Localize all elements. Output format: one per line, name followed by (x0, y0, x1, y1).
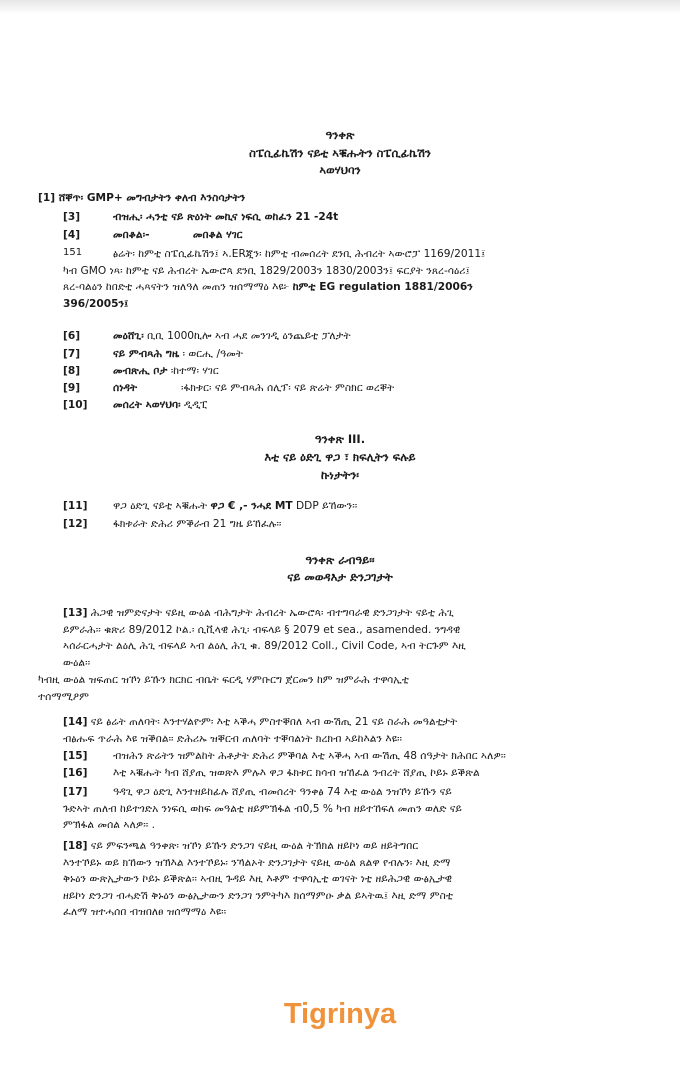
item-7 (63, 348, 243, 361)
item-9 (63, 382, 394, 395)
quality-line-3 (63, 279, 485, 296)
article-heading: ዓንቀጽ (325, 128, 355, 142)
item-1-number: [1] (38, 192, 56, 204)
clause-18-line-4: ዘይኮነ ድንጋገ ብሓድሽ ቅኑዕን ውፅኢታውን ድንጋገ ንምትካእ ክሰማምዑ ቃል ይኣትዉ፤ እዚ ድማ ምስቲ (63, 889, 453, 902)
quality-line-3-text: ጸረ-ባልዕን ከበድቲ ሓጻናትን ዝለዓለ መጠን ዝሰማማዕ እዩ፦ (63, 281, 293, 293)
item-6-value: ቢቢ 1000ኪሎ ኣብ ሓደ መንገዲ ዕንጨይቲ ፓለታት (143, 330, 351, 342)
clause-18-line-3: ቅኑዕን ውጽኢታውን ኮይኑ ይቕጽል፡፡ ኣብዚ ጉዳይ እዚ እቶም ተዋሳኢቲ ወገናት ነቲ ዘይሕጋዊ ውፅኢታዊ (63, 873, 453, 885)
clause-18 (63, 838, 453, 921)
item-9-label: ሰነዳት (113, 382, 138, 394)
item-8-number: [8] (63, 365, 81, 377)
item-3-text: ብዝሒ፡ ሓንቲ ናይ ጽዕነት መኪና ነፍሲ ወከፈን 21 -24t (113, 211, 339, 223)
item-3 (63, 211, 338, 224)
article-3-subheading: እቲ ናይ ዕድጊ ዋጋ ፣ ክፍሊትን ፍሉይ (264, 450, 416, 464)
item-8-label: መብጽሒ ቦታ (113, 365, 168, 377)
clause-18-line-5: ፈለማ ዝተሓሰበ ብዝበለፀ ዝሰማማዕ እዩ፡፡ (63, 906, 227, 918)
language-label: Tigrinya (283, 998, 397, 1030)
item-10-number: [10] (63, 399, 88, 411)
clause-18-line-1 (63, 838, 453, 855)
item-4-label: መበቆል፡- (113, 229, 150, 241)
clause-16-text: እቲ ኣቑሑት ካብ ሸያጢ ዝወጽእ ምሉእ ዋጋ ፋክቱር ክሳብ ዝኸፈል ንብረት ሸያጢ ኮይኑ ይቕጽል (113, 767, 480, 779)
item-10-value: ዲዲፒ (180, 399, 208, 411)
quality-line-2: ካብ GMO ነጻ፡ ከምቲ ናይ ሕብረት ኤውሮጳ ደንቢ 1829/2003ን 1830/2003ን፤ ፍርያት ንጸረ-ሳዕሪ፤ (63, 264, 470, 277)
item-11 (63, 500, 357, 513)
top-shadow (0, 0, 680, 14)
clause-13-line-1 (63, 605, 466, 622)
clause-13b-line-2: ተሰማሚዖም (38, 690, 90, 703)
clause-15-number: [15] (63, 750, 88, 762)
item-1-text: ሸቐጥ፡ GMP+ መግብታትን ቀለብ እንስሳታትን (55, 192, 246, 204)
clause-14-line-1 (63, 714, 457, 731)
article-4-heading: ዓንቀጽ ራብዓይ፡፡ (305, 553, 375, 567)
clause-13-line-2: ይምራሕ፡፡ ቁጽሪ 89/2012 ኮል.፡ ሲቪላዊ ሕጊ፡ ብፍላይ § 2079 et sea., asamended. ንግዳዊ (63, 623, 461, 636)
item-6-number: [6] (63, 330, 81, 342)
clause-18-line-2: እንተኾይኑ ወይ ክኸውን ዝኽእል እንተኾይኑ፡ ንኻልኦት ድንጋገታት ናይዚ ውዕል ጸልዋ የብሉን፡ እዚ ድማ (63, 856, 451, 869)
item-7-value: ፡ ወርሒ /ዓመት (179, 348, 244, 360)
article-4-subheading: ናይ መወዳእታ ድንጋገታት (287, 570, 393, 584)
clause-17-line-1-text: ዓዳጊ ዋጋ ዕድጊ እንተዘይከፊሉ ሸያጢ ብመሰረት ዓንቀፅ 74 እቲ ውዕል ንዝኾነ ይኹን ናይ (113, 786, 452, 798)
clause-13-line-3: ኣሰራርሓታት ልዕሊ ሕጊ ብፍላይ ኣብ ልዕሊ ሕጊ ቁ. 89/2012 Coll., Civil Code, ኣብ ትርጉም እዚ (63, 640, 466, 652)
item-11-text: ዋጋ ዕድጊ ናይቲ ኣቑሑት (113, 500, 211, 512)
clause-17 (63, 784, 462, 834)
item-4-number: [4] (63, 229, 81, 241)
item-6-label: መዕሸጊ፡ (113, 330, 144, 342)
item-10-label: መሰረት ኣወሃህባ፡ (113, 399, 181, 411)
item-3-number: [3] (63, 211, 81, 223)
clause-13 (63, 605, 466, 671)
clause-18-line-1-text: ናይ ምፍንጫል ዓንቀጽ፡ ዝኾነ ይኹን ድንጋገ ናይዚ ውዕል ትኽክል ዘይኮነ ወይ ዘይትግበር (87, 840, 419, 852)
item-9-value: ፡ፋክቱር፡ ናይ ምብጻሕ ሰሊፕ፡ ናይ ጽሬት ምስክር ወረቐት (137, 382, 395, 394)
item-4-value: መበቆል ሃገር (192, 229, 243, 241)
clause-16-number: [16] (63, 767, 88, 779)
clause-18-number: [18] (63, 840, 88, 852)
item-4 (63, 229, 243, 242)
clause-14-line-1-text: ናይ ፅሬት ጠለባት፡ እንተሃልዮም፡ እቲ ኣቕሓ ምስተቐበለ ኣብ ውሽጢ 21 ናይ ስራሕ መዓልቲታት (87, 716, 458, 728)
item-12 (63, 518, 281, 531)
clause-17-line-2: ጉድኣት ጠለብ ከይተጎድአ ንነፍሲ ወከፍ መዓልቲ ዘይምኽፋል ብ0,5 % ካብ ዘይተኸፍለ መጠን ወለድ ናይ (63, 802, 462, 815)
item-7-label: ናይ ምብጻሕ ግዜ (113, 348, 180, 360)
clause-17-number: [17] (63, 786, 88, 798)
clause-14 (63, 714, 457, 747)
item-11-number: [11] (63, 500, 88, 512)
clause-17-line-3: ምኽፋል መሰል ኣለዎ፡፡ . (63, 819, 156, 831)
item-12-text: ፋክቱራት ድሕሪ ምቕራብ 21 ግዜ ይኸፈሉ፡፡ (113, 518, 282, 530)
item-7-number: [7] (63, 348, 81, 360)
clause-15 (63, 750, 506, 763)
article-3-subheading-2: ኩነታትን፡ (321, 468, 359, 482)
quality-line-4: 396/2005ን፤ (63, 297, 129, 310)
item-10 (63, 399, 207, 412)
clause-13-jurisdiction (38, 672, 409, 705)
item-8-value: ፡ከተማ፡ ሃገር (167, 365, 219, 377)
clause-17-line-1 (63, 784, 462, 801)
item-6 (63, 330, 351, 343)
clause-14-number: [14] (63, 716, 88, 728)
item-11-terms: DDP ይኸውን፡፡ (292, 500, 358, 512)
quality-line-1: ፅሬት፡ ከምቲ ስፔሲፊኬሽን፤ ኣ.ERጂን፡ ከምቲ ብመሰረት ደንቢ ሕብረት ኣውሮፓ 1169/2011፤ (113, 248, 486, 260)
quality-line-3-bold: ከምቲ EG regulation 1881/2006ን (292, 281, 473, 293)
article-subheading: ስፔሲፊኬሽን ናይቲ ኣቑሑትን ስፔሲፊኬሽን (249, 146, 431, 160)
item-12-number: [12] (63, 518, 88, 530)
clause-13-number: [13] (63, 607, 88, 619)
clause-16 (63, 767, 480, 780)
item-1 (38, 192, 245, 205)
article-subheading-2: ኣወሃህባን (319, 163, 361, 177)
page-number: 151 (63, 247, 83, 258)
item-8 (63, 365, 219, 378)
article-3-heading: ዓንቀጽ III. (314, 432, 366, 446)
clause-13-line-1-text: ሕጋዊ ዝምድናታት ናይዚ ውዕል ብሕግታት ሕብረት ኤውሮጳ፡ ብተግባራዊ ድንጋገታት ናይቲ ሕጊ (87, 607, 454, 619)
clause-15-text: ብዝሕን ጽሬትን ዝምልከት ሕቶታት ድሕሪ ምቕባል እቲ ኣቕሓ ኣብ ውሽጢ 48 ሰዓታት ክሕበር ኣለዎ፡፡ (113, 750, 506, 762)
quality-paragraph (63, 246, 485, 312)
clause-13-line-4: ውዕል፡፡ (63, 656, 91, 669)
item-11-price: ዋጋ € ,- ንሓደ MT (210, 500, 293, 512)
clause-14-line-2: ብፅሑፍ ጥራሕ እዩ ዝቕበል፡፡ ድሕሪኡ ዝቐርብ ጠለባት ተቐባልነት ክረክብ ኣይከእልን እዩ፡፡ (63, 732, 402, 745)
item-9-number: [9] (63, 382, 81, 394)
clause-13b-line-1: ካብዚ ውዕል ዝፍጠር ዝኾነ ይኹን ክርክር ብቤት ፍርዲ ሃምቡርግ ጀርመን ከም ዝምራሕ ተዋሳኢቲ (38, 674, 409, 686)
